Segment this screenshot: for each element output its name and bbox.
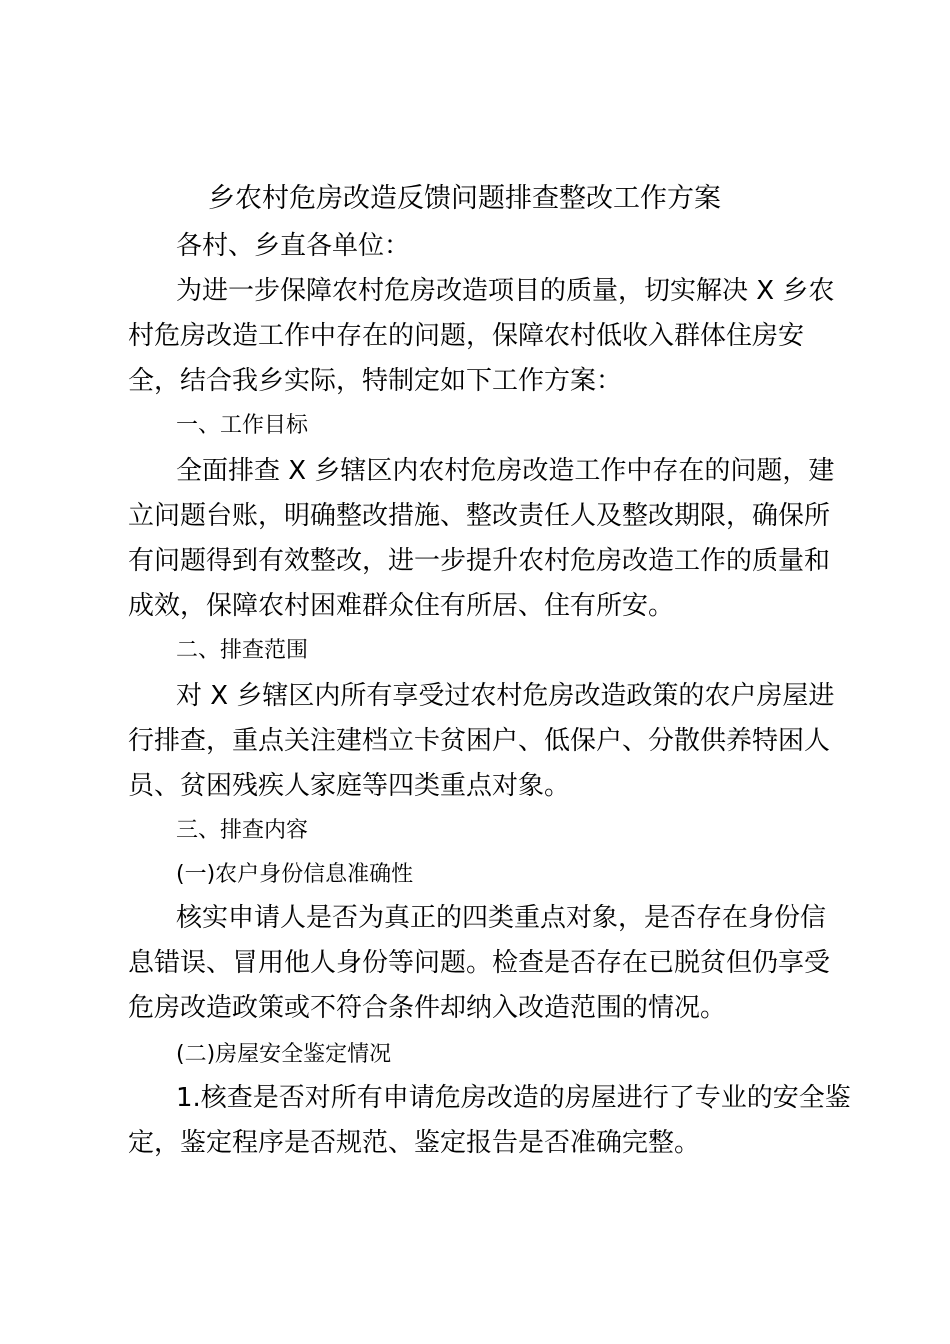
- section-heading-goals: 一、工作目标: [176, 413, 309, 438]
- section2-line-1: 对 X 乡辖区内所有享受过农村危房改造政策的农户房屋进: [176, 681, 835, 711]
- section1-line-3: 有问题得到有效整改，进一步提升农村危房改造工作的质量和: [128, 546, 831, 576]
- subsection-heading-safety: (二)房屋安全鉴定情况: [176, 1042, 392, 1067]
- sub2-line-1: 1.核查是否对所有申请危房改造的房屋进行了专业的安全鉴: [176, 1083, 851, 1113]
- sub1-line-1: 核实申请人是否为真正的四类重点对象，是否存在身份信: [176, 903, 827, 933]
- intro-line-3: 全，结合我乡实际，特制定如下工作方案：: [128, 366, 623, 396]
- subsection-heading-identity: (一)农户身份信息准确性: [176, 862, 414, 887]
- document-title: 乡农村危房改造反馈问题排查整改工作方案: [208, 183, 721, 214]
- section1-line-2: 立问题台账，明确整改措施、整改责任人及整改期限，确保所: [128, 501, 831, 531]
- sub1-line-3: 危房改造政策或不符合条件却纳入改造范围的情况。: [128, 993, 727, 1023]
- section2-line-2: 行排查，重点关注建档立卡贫困户、低保户、分散供养特困人: [128, 726, 831, 756]
- section2-line-3: 员、贫困残疾人家庭等四类重点对象。: [128, 771, 571, 801]
- sub1-line-2: 息错误、冒用他人身份等问题。检查是否存在已脱贫但仍享受: [128, 948, 831, 978]
- intro-line-1: 为进一步保障农村危房改造项目的质量，切实解决 X 乡农: [176, 276, 835, 306]
- section1-line-1: 全面排查 X 乡辖区内农村危房改造工作中存在的问题，建: [176, 456, 835, 486]
- section-heading-scope: 二、排查范围: [176, 638, 309, 663]
- intro-line-2: 村危房改造工作中存在的问题，保障农村低收入群体住房安: [128, 321, 805, 351]
- section1-line-4: 成效，保障农村困难群众住有所居、住有所安。: [128, 591, 675, 621]
- sub2-line-2: 定，鉴定程序是否规范、鉴定报告是否准确完整。: [128, 1128, 701, 1158]
- salutation: 各村、乡直各单位：: [176, 231, 411, 261]
- section-heading-content: 三、排查内容: [176, 818, 309, 843]
